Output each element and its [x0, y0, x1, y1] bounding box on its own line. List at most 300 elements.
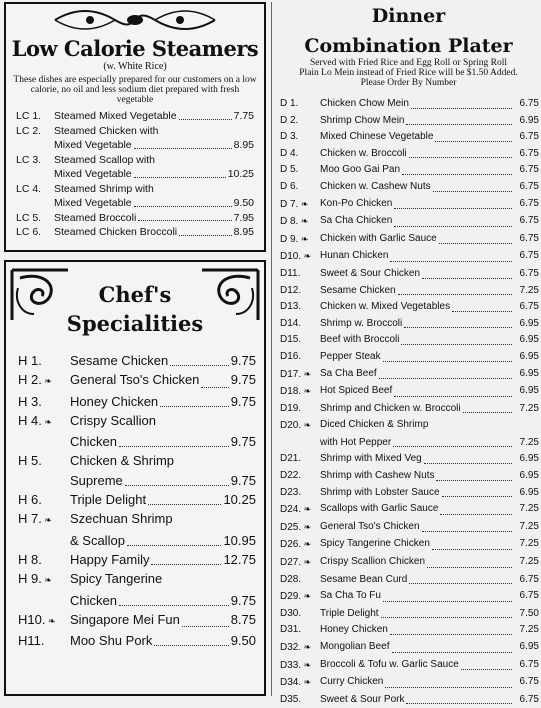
dot-leader: [170, 351, 228, 366]
chef-item-name: Chicken: [70, 592, 117, 608]
dinner-item-code: D31.: [280, 624, 302, 636]
chef-item-price: 9.75: [230, 472, 256, 488]
dinner-item-price: 6.95: [519, 367, 539, 379]
hot-spicy-icon: ❧: [301, 557, 312, 568]
dinner-item-code: D 9. ❧: [280, 233, 309, 245]
dinner-item-price: 6.75: [519, 301, 539, 313]
steamer-item-name: Steamed Chicken Broccoli: [54, 226, 178, 238]
dinner-item-row: [280, 349, 539, 366]
dinner-item-code: D15.: [280, 334, 302, 346]
dinner-item-price: 6.95: [519, 453, 539, 465]
butterfly-ornament-icon: [10, 268, 70, 322]
dot-leader: [461, 657, 512, 671]
dot-leader: [390, 248, 512, 262]
dot-leader: [401, 332, 512, 345]
steamers-subtitle: (w. White Rice): [103, 61, 167, 72]
steamer-item-row: [16, 211, 264, 226]
chef-item-code: H 4. ❧: [18, 412, 52, 428]
dinner-item-code: D24. ❧: [280, 504, 312, 516]
dinner-item-row: [280, 536, 539, 554]
steamer-item-row: [16, 138, 264, 153]
dinner-item-code: D 6.: [280, 180, 299, 192]
dinner-item-code: D29. ❧: [280, 591, 312, 603]
dinner-item-price: 7.25: [519, 538, 539, 550]
dinner-item-code: D 4.: [280, 147, 299, 159]
dinner-item-code: D27. ❧: [280, 557, 312, 569]
chef-item-row: [18, 490, 264, 509]
dinner-item-price: 6.75: [519, 164, 539, 176]
chefs-specialities-section: [4, 260, 266, 696]
dot-leader: [398, 283, 512, 296]
hot-spicy-icon: ❧: [301, 368, 312, 379]
chef-item-name: Triple Delight: [70, 492, 147, 508]
dot-leader: [404, 316, 512, 329]
dinner-item-name: Curry Chicken: [320, 676, 384, 688]
chef-item-price: 12.75: [223, 551, 256, 567]
steamer-item-row: [16, 153, 264, 168]
dinner-item-row: [280, 299, 539, 316]
dinner-item-row: [280, 588, 539, 606]
chef-item-price: 10.95: [223, 532, 256, 548]
column-divider: [271, 2, 272, 696]
dot-leader: [394, 383, 512, 397]
dinner-item-name: Shrimp with Lobster Sauce: [320, 486, 440, 498]
dinner-item-code: D17. ❧: [280, 368, 312, 380]
dinner-item-row: [280, 401, 539, 418]
dinner-item-row: [280, 96, 539, 113]
dot-leader: [383, 349, 512, 362]
dinner-item-name: Pepper Steak: [320, 350, 381, 362]
dinner-item-name: Sesame Bean Curd: [320, 573, 408, 585]
dinner-item-name: Shrimp with Cashew Nuts: [320, 470, 435, 482]
dinner-item-price: 6.75: [519, 131, 539, 143]
chef-item-row: [18, 591, 264, 610]
chef-item-code: H 8.: [18, 551, 42, 567]
steamer-item-price: 9.50: [233, 197, 254, 209]
hot-spicy-icon: ❧: [301, 659, 312, 670]
chef-item-code: H 2. ❧: [18, 372, 52, 388]
steamer-item-code: LC 2.: [16, 124, 42, 137]
chef-item-name: Chicken: [70, 434, 117, 450]
dinner-item-row: [280, 451, 539, 468]
dinner-item-row: [280, 113, 539, 130]
dot-leader: [154, 631, 228, 646]
dot-leader: [435, 129, 512, 142]
dinner-item-row: [280, 332, 539, 349]
chef-item-price: 10.25: [223, 492, 256, 508]
steamer-item-name: Mixed Vegetable: [54, 197, 132, 209]
hot-spicy-icon: ❧: [41, 376, 52, 387]
dinner-item-code: D 7. ❧: [280, 198, 309, 210]
dinner-item-price: 6.95: [519, 385, 539, 397]
dinner-item-row: [280, 554, 539, 572]
dot-leader: [424, 451, 512, 464]
dinner-item-code: D11.: [280, 267, 301, 279]
chef-title-line2: Specialities: [66, 311, 204, 336]
steamer-item-name: Steamed Chicken with: [54, 124, 159, 137]
hot-spicy-icon: ❧: [41, 575, 52, 586]
dinner-item-row: [280, 213, 539, 231]
dinner-item-price: 7.25: [519, 624, 539, 636]
dinner-item-name: Broccoli & Tofu w. Garlic Sauce: [320, 658, 459, 670]
dot-leader: [394, 213, 512, 227]
dinner-item-row: [280, 674, 539, 692]
chef-item-code: H11.: [18, 633, 45, 649]
chef-item-name: Happy Family: [70, 551, 150, 567]
dot-leader: [463, 401, 512, 414]
dinner-combination-list: [280, 96, 539, 708]
dinner-item-name: Scallops with Garlic Sauce: [320, 503, 439, 515]
dinner-item-name: Chicken w. Cashew Nuts: [320, 180, 431, 192]
dinner-item-name: Sesame Chicken: [320, 284, 396, 296]
chef-item-price: 9.75: [230, 434, 256, 450]
chef-item-code: H 6.: [18, 492, 42, 508]
steamers-intro: These dishes are especially prepared for our customers on a low calorie, no oil and less sodium diet prepared with fresh vegetable: [13, 75, 257, 105]
chef-item-name: & Scallop: [70, 532, 125, 548]
steamer-item-row: [16, 225, 264, 240]
hot-spicy-icon: ❧: [301, 642, 312, 652]
steamer-item-row: [16, 124, 264, 139]
dinner-item-code: D 2.: [280, 114, 299, 126]
hot-spicy-icon: ❧: [301, 539, 312, 550]
dinner-item-name: Chicken Chow Mein: [320, 98, 409, 109]
dot-leader: [134, 138, 232, 149]
dinner-item-code: D34. ❧: [280, 677, 312, 689]
dinner-item-name: Shrimp with Mixed Veg: [320, 453, 422, 465]
dot-leader: [427, 554, 512, 568]
dinner-item-row: [280, 622, 539, 639]
dinner-item-price: 6.75: [519, 267, 539, 279]
dot-leader: [379, 366, 512, 380]
dot-leader: [422, 266, 512, 279]
dot-leader: [385, 674, 512, 688]
dinner-item-name: Sa Cha To Fu: [320, 590, 381, 602]
dinner-item-code: D33. ❧: [280, 659, 312, 671]
hot-spicy-icon: ❧: [301, 420, 312, 431]
dinner-item-code: D21.: [280, 453, 302, 465]
dinner-item-code: D25. ❧: [280, 521, 312, 533]
dot-leader: [406, 113, 512, 126]
dot-leader: [148, 490, 221, 505]
dinner-item-name: Sweet & Sour Pork: [320, 693, 405, 705]
dinner-combination-section: [276, 0, 541, 705]
dinner-item-code: D12.: [280, 284, 302, 296]
dinner-item-row: [280, 266, 539, 283]
dinner-item-code: D10. ❧: [280, 251, 312, 263]
dinner-item-row: [280, 606, 539, 623]
dinner-item-row: [280, 485, 539, 502]
chef-item-name: Moo Shu Pork: [70, 633, 153, 649]
dinner-item-name: Crispy Scallion Chicken: [320, 556, 426, 568]
dinner-item-row: [280, 283, 539, 300]
dot-leader: [433, 179, 512, 192]
dot-leader: [127, 531, 222, 546]
chef-title-line1: Chef's: [98, 282, 172, 307]
dinner-item-name: Moo Goo Gai Pan: [320, 164, 401, 176]
dot-leader: [182, 610, 229, 627]
steamer-item-name: Steamed Scallop with: [54, 153, 155, 166]
chef-item-name: Singapore Mei Fun: [70, 611, 180, 627]
dinner-item-name: Sa Cha Beef: [320, 367, 377, 379]
ornament-divider-icon: [6, 8, 264, 34]
steamer-item-name: Mixed Vegetable: [54, 168, 132, 180]
chef-item-row: [18, 631, 264, 650]
dinner-item-price: 6.95: [519, 470, 539, 482]
dinner-item-code: D35.: [280, 693, 302, 705]
dinner-item-code: D26. ❧: [280, 539, 312, 551]
dinner-item-price: 7.25: [519, 556, 539, 568]
hot-spicy-icon: ❧: [298, 216, 309, 227]
dinner-item-name: Shrimp w. Broccoli: [320, 317, 403, 329]
dot-leader: [442, 485, 512, 498]
chef-item-row: [18, 610, 264, 631]
dinner-item-code: D18. ❧: [280, 386, 312, 398]
dot-leader: [422, 519, 512, 533]
dinner-item-price: 7.25: [519, 520, 539, 532]
dot-leader: [134, 196, 232, 207]
hot-spicy-icon: ❧: [301, 677, 312, 688]
hot-spicy-icon: ❧: [41, 416, 52, 427]
chef-item-name: Spicy Tangerine: [70, 571, 163, 587]
dot-leader: [436, 468, 512, 481]
dot-leader: [440, 501, 512, 515]
chef-specialities-list: [18, 351, 264, 650]
dot-leader: [179, 225, 231, 236]
dot-leader: [393, 435, 512, 448]
dinner-item-row: [280, 366, 539, 384]
dinner-item-row: [280, 383, 539, 401]
dinner-item-code: D 1.: [280, 98, 299, 109]
dot-leader: [151, 550, 221, 565]
dinner-item-price: 6.75: [519, 573, 539, 585]
chef-item-row: [18, 370, 264, 391]
dinner-item-name: Spicy Tangerine Chicken: [320, 538, 430, 550]
dinner-served-with: Served with Fried Rice and Egg Roll or Spring Roll: [309, 58, 508, 68]
chef-item-row: [18, 509, 264, 530]
dinner-item-price: 6.95: [519, 317, 539, 329]
chef-item-code: H 9. ❧: [18, 571, 52, 587]
dot-leader: [179, 109, 232, 120]
dinner-item-price: 6.75: [519, 180, 539, 192]
chef-item-row: [18, 451, 264, 470]
steamer-item-name: Mixed Vegetable: [54, 139, 132, 151]
dinner-item-row: [280, 519, 539, 537]
dinner-item-row: [280, 196, 539, 214]
dinner-item-code: D16.: [280, 350, 302, 362]
steamer-item-price: 7.75: [233, 110, 254, 122]
dinner-item-name: Diced Chicken & Shrimp: [320, 419, 429, 431]
dinner-item-name: General Tso's Chicken: [320, 520, 420, 532]
dot-leader: [392, 639, 513, 653]
dinner-item-row: [280, 316, 539, 333]
dot-leader: [119, 432, 229, 447]
chef-item-name: Supreme: [70, 472, 123, 488]
chef-item-row: [18, 471, 264, 490]
chef-item-price: 9.75: [230, 592, 256, 608]
dot-leader: [383, 588, 512, 602]
dinner-item-name: Chicken w. Broccoli: [320, 147, 407, 159]
steamers-list: [16, 109, 264, 240]
chef-item-row: [18, 531, 264, 550]
steamer-item-row: [16, 196, 264, 211]
dinner-item-row: [280, 162, 539, 179]
dinner-item-row: [280, 248, 539, 266]
dinner-item-price: 7.25: [519, 436, 539, 448]
dinner-item-price: 6.75: [519, 147, 539, 159]
steamer-item-name: Steamed Mixed Vegetable: [54, 110, 177, 122]
hot-spicy-icon: ❧: [301, 386, 312, 397]
dinner-item-name: Chicken with Garlic Sauce: [320, 232, 437, 244]
chef-item-row: [18, 432, 264, 451]
chef-item-row: [18, 351, 264, 370]
chef-item-name: General Tso's Chicken: [70, 372, 200, 388]
dinner-item-price: 6.75: [519, 693, 539, 705]
dinner-item-row: [280, 639, 539, 657]
dinner-item-name: Mongolian Beef: [320, 641, 390, 652]
dinner-item-row: [280, 572, 539, 589]
steamers-title: Low Calorie Steamers: [11, 36, 259, 61]
dot-leader: [409, 146, 512, 159]
chef-item-row: [18, 392, 264, 411]
hot-spicy-icon: ❧: [301, 521, 312, 532]
dinner-item-row: [280, 231, 539, 249]
chef-item-code: H 5.: [18, 453, 42, 469]
steamer-item-name: Steamed Broccoli: [54, 211, 137, 224]
dot-leader: [439, 231, 512, 245]
dinner-item-code: D19.: [280, 402, 302, 414]
steamer-item-code: LC 1.: [16, 110, 42, 122]
chef-item-name: Sesame Chicken: [70, 353, 169, 368]
chef-item-price: 9.75: [230, 393, 256, 409]
dot-leader: [432, 536, 512, 550]
steamer-item-name: Steamed Shrimp with: [54, 182, 154, 195]
dinner-item-price: 6.95: [519, 486, 539, 498]
chef-item-name: Chicken & Shrimp: [70, 453, 175, 469]
chef-item-code: H 1.: [18, 353, 42, 368]
hot-spicy-icon: ❧: [41, 515, 52, 526]
dinner-item-price: 7.25: [519, 402, 539, 414]
hot-spicy-icon: ❧: [301, 591, 312, 602]
dinner-item-price: 6.95: [519, 114, 539, 126]
chef-item-name: Crispy Scallion: [70, 412, 156, 428]
dinner-item-code: D20. ❧: [280, 420, 312, 432]
dinner-item-code: D30.: [280, 607, 302, 619]
dinner-item-code: D 3.: [280, 131, 299, 143]
dinner-item-price: 6.75: [519, 590, 539, 602]
dinner-item-price: 6.75: [519, 98, 539, 109]
chef-item-code: H10. ❧: [18, 611, 56, 627]
butterfly-ornament-icon: [200, 268, 260, 322]
steamer-item-row: [16, 167, 264, 182]
dot-leader: [201, 370, 228, 387]
dinner-item-price: 6.95: [519, 641, 539, 652]
dinner-item-row: [280, 179, 539, 196]
dinner-item-name: Mixed Chinese Vegetable: [320, 131, 434, 143]
dinner-item-code: D13.: [280, 301, 302, 313]
dinner-title-line1: Dinner: [371, 5, 446, 27]
dot-leader: [406, 692, 512, 705]
hot-spicy-icon: ❧: [301, 251, 312, 262]
dinner-item-name: Triple Delight: [320, 607, 379, 619]
dot-leader: [411, 96, 512, 109]
dinner-item-code: D32. ❧: [280, 642, 312, 653]
hot-spicy-icon: ❧: [45, 615, 56, 626]
hot-spicy-icon: ❧: [301, 504, 312, 515]
dinner-item-name: Beef with Broccoli: [320, 334, 400, 346]
steamer-item-code: LC 5.: [16, 211, 42, 224]
chef-item-row: [18, 550, 264, 569]
steamer-item-code: LC 6.: [16, 226, 42, 238]
dot-leader: [381, 606, 512, 619]
dinner-item-name: Honey Chicken: [320, 624, 388, 636]
dot-leader: [125, 471, 229, 486]
dot-leader: [402, 162, 512, 175]
chef-item-row: [18, 569, 264, 590]
dot-leader: [138, 211, 231, 222]
dinner-item-row: [280, 468, 539, 485]
dinner-item-code: D23.: [280, 486, 302, 498]
dinner-item-name: Hot Spiced Beef: [320, 385, 393, 397]
steamer-item-price: 8.95: [233, 226, 254, 238]
chef-item-code: H 3.: [18, 393, 42, 409]
dinner-item-row: [280, 417, 539, 435]
dot-leader: [452, 299, 512, 312]
chef-item-name: Honey Chicken: [70, 393, 159, 409]
dinner-item-code: D22.: [280, 470, 302, 482]
dinner-item-name: Sweet & Sour Chicken: [320, 267, 421, 279]
chef-item-price: 9.75: [230, 372, 256, 388]
dinner-item-row: [280, 501, 539, 519]
dinner-item-price: 6.75: [519, 676, 539, 688]
dot-leader: [390, 622, 512, 635]
dot-leader: [409, 572, 512, 585]
dinner-order-note: Please Order By Number: [360, 78, 457, 88]
dinner-item-price: 6.75: [519, 232, 539, 244]
dinner-item-price: 6.95: [519, 334, 539, 346]
chef-item-price: 9.50: [230, 633, 256, 649]
chef-item-code: H 7. ❧: [18, 511, 52, 527]
dinner-item-name: with Hot Pepper: [320, 436, 392, 448]
dinner-item-price: 6.75: [519, 658, 539, 670]
dot-leader: [134, 167, 226, 178]
hot-spicy-icon: ❧: [298, 233, 309, 244]
dinner-item-name: Shrimp and Chicken w. Broccoli: [320, 402, 461, 414]
dinner-item-code: D 8. ❧: [280, 216, 309, 228]
dinner-lo-mein-note: Plain Lo Mein instead of Fried Rice will be $1.50 Added.: [299, 68, 518, 78]
chef-item-price: 8.75: [230, 611, 256, 627]
dinner-item-name: Sa Cha Chicken: [320, 215, 393, 227]
steamer-item-row: [16, 109, 264, 124]
dinner-title-line2: Combination Plater: [304, 35, 513, 57]
dot-leader: [160, 392, 229, 407]
steamer-item-price: 10.25: [227, 168, 254, 180]
dinner-item-row: [280, 146, 539, 163]
dinner-item-row: [280, 129, 539, 146]
dinner-item-code: D28.: [280, 573, 302, 585]
dinner-item-price: 6.95: [519, 350, 539, 362]
steamer-item-code: LC 3.: [16, 153, 42, 166]
steamer-item-row: [16, 182, 264, 197]
steamer-item-price: 7.95: [233, 211, 254, 224]
dinner-item-name: Chicken w. Mixed Vegetables: [320, 301, 451, 313]
chef-item-row: [18, 411, 264, 432]
hot-spicy-icon: ❧: [298, 198, 309, 209]
chef-item-price: 9.75: [230, 353, 256, 368]
chef-item-name: Szechuan Shrimp: [70, 511, 173, 527]
dinner-item-price: 6.75: [519, 250, 539, 262]
dot-leader: [119, 591, 229, 606]
dinner-item-row: [280, 657, 539, 675]
